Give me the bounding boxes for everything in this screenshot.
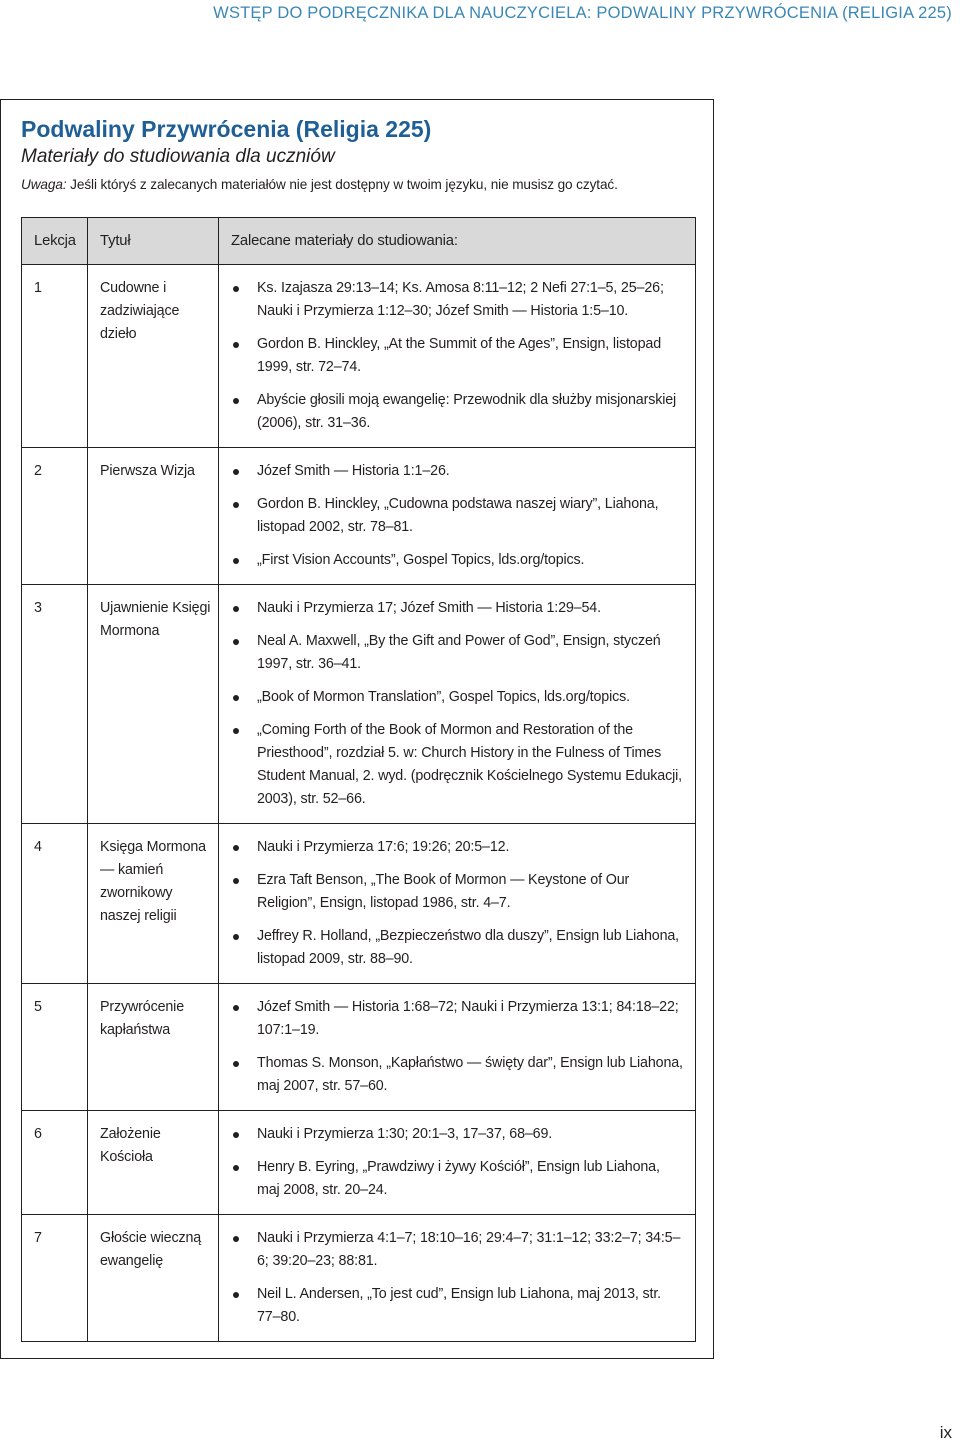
header-lesson: Lekcja: [22, 218, 88, 265]
study-materials-table: [21, 217, 696, 1342]
availability-note: [21, 177, 618, 192]
table-row: [22, 1111, 696, 1215]
lesson-title: Przywrócenie kapłaństwa: [88, 984, 219, 1111]
lesson-materials: [219, 984, 696, 1111]
page-subtitle: Materiały do studiowania dla uczniów: [21, 146, 335, 167]
list-item: Henry B. Eyring, „Prawdziwy i żywy Kościół”, Ensign lub Liahona, maj 2008, str. 20–24.: [231, 1156, 685, 1202]
running-header: WSTĘP DO PODRĘCZNIKA DLA NAUCZYCIELA: PODWALINY PRZYWRÓCENIA (RELIGIA 225): [213, 4, 952, 22]
lesson-title: Księga Mormona — kamień zwornikowy naszej religii: [88, 824, 219, 984]
table-row: [22, 265, 696, 448]
lesson-title: Pierwsza Wizja: [88, 448, 219, 585]
table-header-row: [22, 218, 696, 265]
list-item: Józef Smith — Historia 1:68–72; Nauki i Przymierza 13:1; 84:18–22; 107:1–19.: [231, 996, 685, 1042]
lesson-title: Głoście wieczną ewangelię: [88, 1215, 219, 1342]
list-item: „First Vision Accounts”, Gospel Topics, lds.org/topics.: [231, 549, 685, 572]
lesson-materials: [219, 824, 696, 984]
lesson-title: Założenie Kościoła: [88, 1111, 219, 1215]
materials-list: [231, 1123, 685, 1202]
lesson-number: 6: [22, 1111, 88, 1215]
lesson-number: 2: [22, 448, 88, 585]
materials-list: [231, 996, 685, 1098]
materials-list: [231, 277, 685, 435]
list-item: Ezra Taft Benson, „The Book of Mormon — Keystone of Our Religion”, Ensign, listopad 1986, str. 4–7.: [231, 869, 685, 915]
list-item: „Coming Forth of the Book of Mormon and Restoration of the Priesthood”, rozdział 5. w: Church History in the Fulness of Times Student Manual, 2. wyd. (podręcznik Kościelnego Systemu Edukacji, 2003), str. 52–66.: [231, 719, 685, 811]
list-item: Gordon B. Hinckley, „Cudowna podstawa naszej wiary”, Liahona, listopad 2002, str. 78–81.: [231, 493, 685, 539]
list-item: Jeffrey R. Holland, „Bezpieczeństwo dla duszy”, Ensign lub Liahona, listopad 2009, str. 88–90.: [231, 925, 685, 971]
list-item: Neil L. Andersen, „To jest cud”, Ensign lub Liahona, maj 2013, str. 77–80.: [231, 1283, 685, 1329]
list-item: Ks. Izajasza 29:13–14; Ks. Amosa 8:11–12; 2 Nefi 27:1–5, 25–26; Nauki i Przymierza 1:12–30; Józef Smith — Historia 1:5–10.: [231, 277, 685, 323]
materials-list: [231, 836, 685, 971]
table-row: [22, 585, 696, 824]
materials-list: [231, 597, 685, 811]
list-item: Abyście głosili moją ewangelię: Przewodnik dla służby misjonarskiej (2006), str. 31–36.: [231, 389, 685, 435]
lesson-number: 4: [22, 824, 88, 984]
table-row: [22, 1215, 696, 1342]
page-number: ix: [939, 1423, 952, 1442]
list-item: Józef Smith — Historia 1:1–26.: [231, 460, 685, 483]
list-item: Nauki i Przymierza 17:6; 19:26; 20:5–12.: [231, 836, 685, 859]
list-item: Thomas S. Monson, „Kapłaństwo — święty dar”, Ensign lub Liahona, maj 2007, str. 57–60.: [231, 1052, 685, 1098]
table-row: [22, 448, 696, 585]
note-label: Uwaga:: [21, 177, 67, 192]
lesson-number: 3: [22, 585, 88, 824]
lesson-number: 7: [22, 1215, 88, 1342]
lesson-materials: [219, 265, 696, 448]
page-title: Podwaliny Przywrócenia (Religia 225): [21, 116, 432, 142]
lesson-materials: [219, 585, 696, 824]
table-row: [22, 824, 696, 984]
materials-list: [231, 1227, 685, 1329]
list-item: Nauki i Przymierza 17; Józef Smith — Historia 1:29–54.: [231, 597, 685, 620]
lesson-title: Cudowne i zadziwiające dzieło: [88, 265, 219, 448]
list-item: Nauki i Przymierza 4:1–7; 18:10–16; 29:4–7; 31:1–12; 33:2–7; 34:5–6; 39:20–23; 88:81.: [231, 1227, 685, 1273]
lesson-number: 5: [22, 984, 88, 1111]
materials-list: [231, 460, 685, 572]
lesson-materials: [219, 1111, 696, 1215]
list-item: „Book of Mormon Translation”, Gospel Topics, lds.org/topics.: [231, 686, 685, 709]
lesson-title: Ujawnienie Księgi Mormona: [88, 585, 219, 824]
lesson-materials: [219, 1215, 696, 1342]
lesson-number: 1: [22, 265, 88, 448]
table-row: [22, 984, 696, 1111]
table-body: [22, 265, 696, 1342]
header-title: Tytuł: [88, 218, 219, 265]
lesson-materials: [219, 448, 696, 585]
list-item: Nauki i Przymierza 1:30; 20:1–3, 17–37, 68–69.: [231, 1123, 685, 1146]
header-materials: Zalecane materiały do studiowania:: [219, 218, 696, 265]
note-text: Jeśli któryś z zalecanych materiałów nie jest dostępny w twoim języku, nie musisz go czytać.: [66, 177, 618, 192]
list-item: Neal A. Maxwell, „By the Gift and Power of God”, Ensign, styczeń 1997, str. 36–41.: [231, 630, 685, 676]
list-item: Gordon B. Hinckley, „At the Summit of the Ages”, Ensign, listopad 1999, str. 72–74.: [231, 333, 685, 379]
